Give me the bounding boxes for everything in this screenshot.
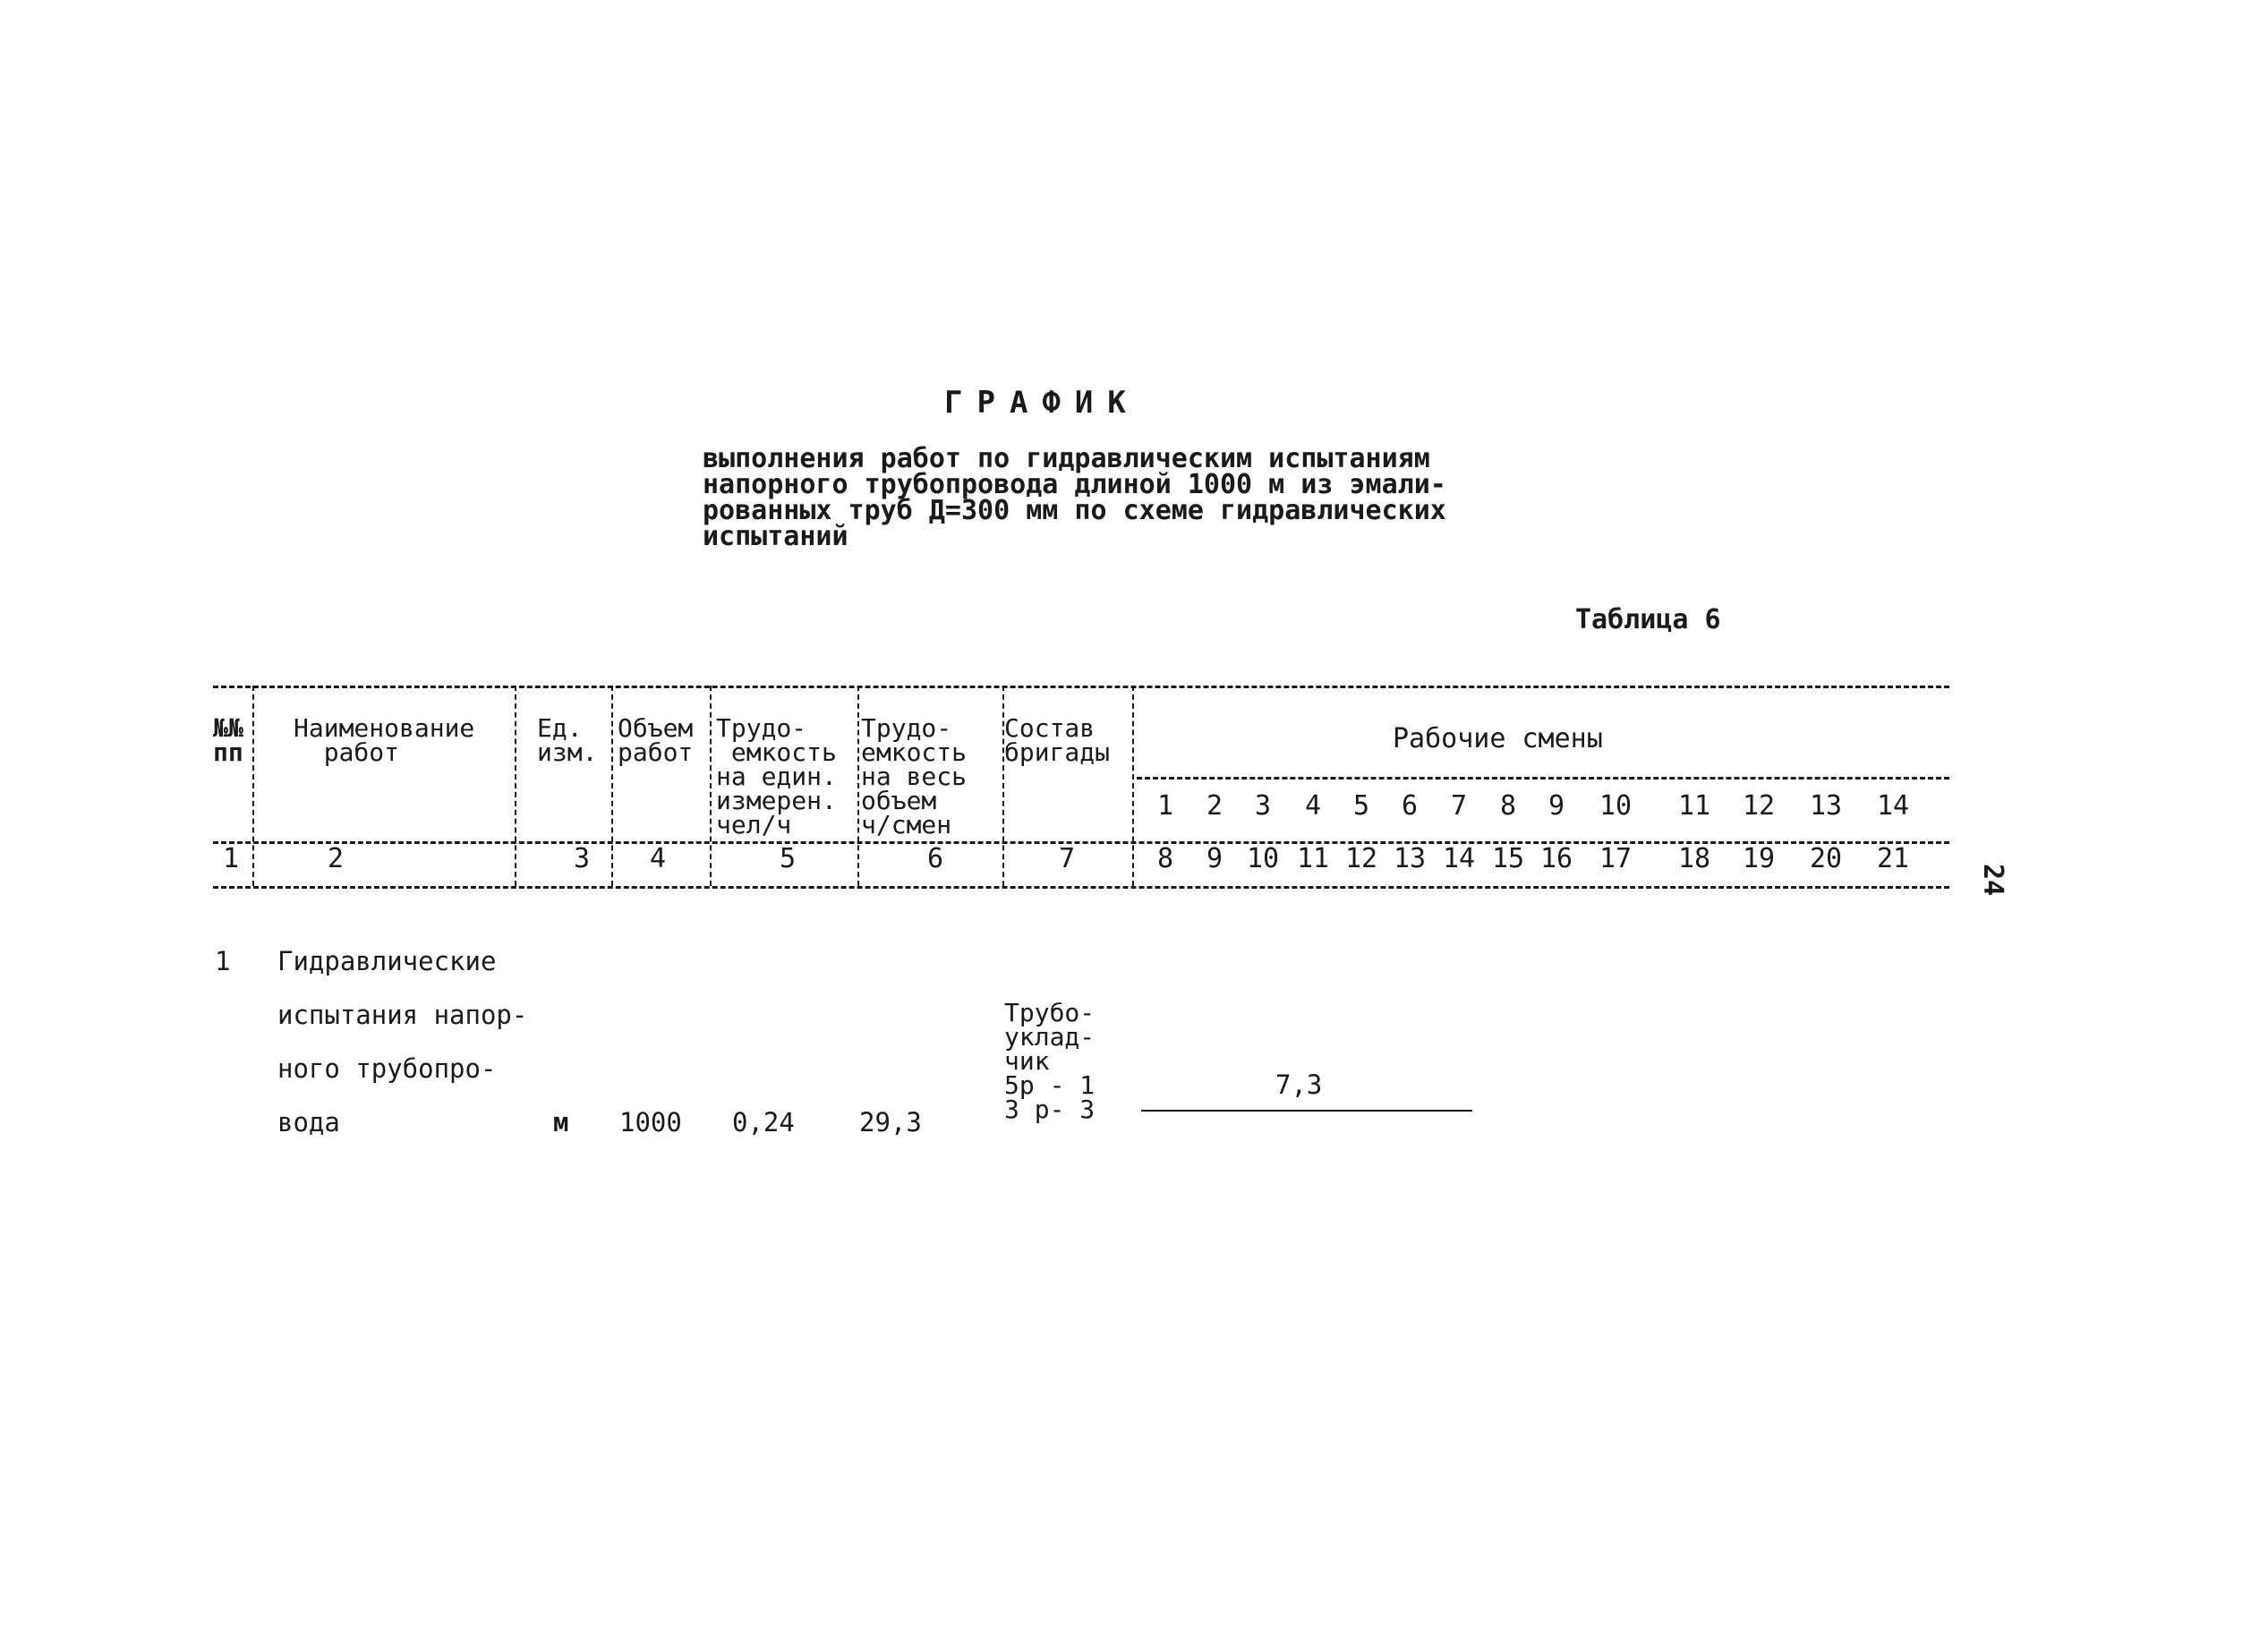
shift-number: 14 bbox=[1876, 790, 1910, 822]
gantt-bar-value: 7,3 bbox=[1275, 1069, 1323, 1100]
header-labor-total: Трудо- емкость на весь объем ч/смен bbox=[861, 713, 968, 839]
colnum-4: 4 bbox=[649, 843, 667, 874]
shift-column-number: 13 bbox=[1393, 843, 1427, 874]
shift-column-number: 10 bbox=[1246, 843, 1280, 874]
header-name: Наименование работ bbox=[294, 713, 475, 767]
shift-column-number: 9 bbox=[1206, 843, 1224, 874]
shift-number: 10 bbox=[1599, 790, 1633, 822]
shift-number: 11 bbox=[1677, 790, 1711, 822]
header-crew: Состав бригады bbox=[1004, 713, 1111, 767]
shift-number: 7 bbox=[1450, 790, 1468, 822]
header-volume: Объем работ bbox=[618, 713, 694, 767]
row-name-line-3: ного трубопро- bbox=[277, 1053, 497, 1084]
col-divider-4 bbox=[710, 686, 712, 886]
row-labor-total: 29,3 bbox=[859, 1107, 922, 1138]
col-divider-2 bbox=[515, 686, 516, 886]
row-num: 1 bbox=[215, 946, 231, 976]
shift-column-number: 11 bbox=[1296, 843, 1330, 874]
row-crew-line-3: чик bbox=[1004, 1046, 1050, 1076]
shift-number: 13 bbox=[1809, 790, 1843, 822]
shift-number: 6 bbox=[1401, 790, 1419, 822]
shift-column-number: 21 bbox=[1876, 843, 1910, 874]
header-num: №№ пп bbox=[213, 713, 243, 767]
shift-column-number: 19 bbox=[1742, 843, 1776, 874]
shifts-sub-rule bbox=[1137, 777, 1949, 780]
gantt-bar bbox=[1141, 1110, 1472, 1112]
col-divider-1 bbox=[252, 686, 254, 886]
col-divider-5 bbox=[857, 686, 859, 886]
row-unit: м bbox=[553, 1107, 569, 1138]
shift-column-number: 20 bbox=[1809, 843, 1843, 874]
shift-number: 9 bbox=[1548, 790, 1565, 822]
row-name-line-1: Гидравлические bbox=[277, 946, 497, 976]
table-top-rule bbox=[213, 686, 1949, 688]
row-labor-unit: 0,24 bbox=[732, 1107, 795, 1138]
col-divider-7 bbox=[1132, 686, 1134, 886]
colnum-1: 1 bbox=[222, 843, 240, 874]
colnum-6: 6 bbox=[926, 843, 944, 874]
shift-column-number: 12 bbox=[1344, 843, 1378, 874]
shift-number: 4 bbox=[1304, 790, 1322, 822]
shift-number: 8 bbox=[1499, 790, 1517, 822]
header-unit: Ед. изм. bbox=[537, 713, 598, 767]
shift-number: 1 bbox=[1156, 790, 1174, 822]
row-name-line-4: вода bbox=[277, 1107, 340, 1138]
row-crew-line-2: уклад- bbox=[1004, 1022, 1096, 1052]
table-bottom-rule bbox=[213, 886, 1949, 889]
row-crew-line-1: Трубо- bbox=[1004, 998, 1096, 1027]
shift-column-number: 14 bbox=[1442, 843, 1476, 874]
table-label: Таблица 6 bbox=[1575, 604, 1721, 635]
colnum-5: 5 bbox=[779, 843, 797, 874]
shift-number: 2 bbox=[1206, 790, 1224, 822]
colnum-7: 7 bbox=[1058, 843, 1076, 874]
shift-column-number: 8 bbox=[1156, 843, 1174, 874]
shift-column-number: 17 bbox=[1599, 843, 1633, 874]
shift-column-number: 16 bbox=[1539, 843, 1573, 874]
shift-number: 12 bbox=[1742, 790, 1776, 822]
shift-number: 3 bbox=[1254, 790, 1272, 822]
shift-column-number: 18 bbox=[1677, 843, 1711, 874]
page-number: 24 bbox=[1977, 863, 2009, 897]
row-volume: 1000 bbox=[619, 1107, 682, 1138]
row-crew-line-4: 5р - 1 bbox=[1004, 1070, 1096, 1100]
row-crew-line-5: 3 р- 3 bbox=[1004, 1095, 1096, 1124]
shift-column-number: 15 bbox=[1491, 843, 1525, 874]
shift-number: 5 bbox=[1352, 790, 1370, 822]
colnum-3: 3 bbox=[573, 843, 591, 874]
document-title: ГРАФИК bbox=[944, 385, 1140, 421]
header-shifts: Рабочие смены bbox=[1393, 723, 1603, 754]
col-divider-3 bbox=[611, 686, 613, 886]
header-labor-unit: Трудо- емкость на един. измерен. чел/ч bbox=[716, 713, 837, 839]
colnum-2: 2 bbox=[327, 843, 345, 874]
document-subtitle: выполнения работ по гидравлическим испытаниям напорного трубопровода длиной 1000 м из эмали- рованных труб Д=300 мм по схеме гидравлических испытаний bbox=[703, 443, 1446, 552]
row-name-line-2: испытания напор- bbox=[277, 1000, 528, 1030]
